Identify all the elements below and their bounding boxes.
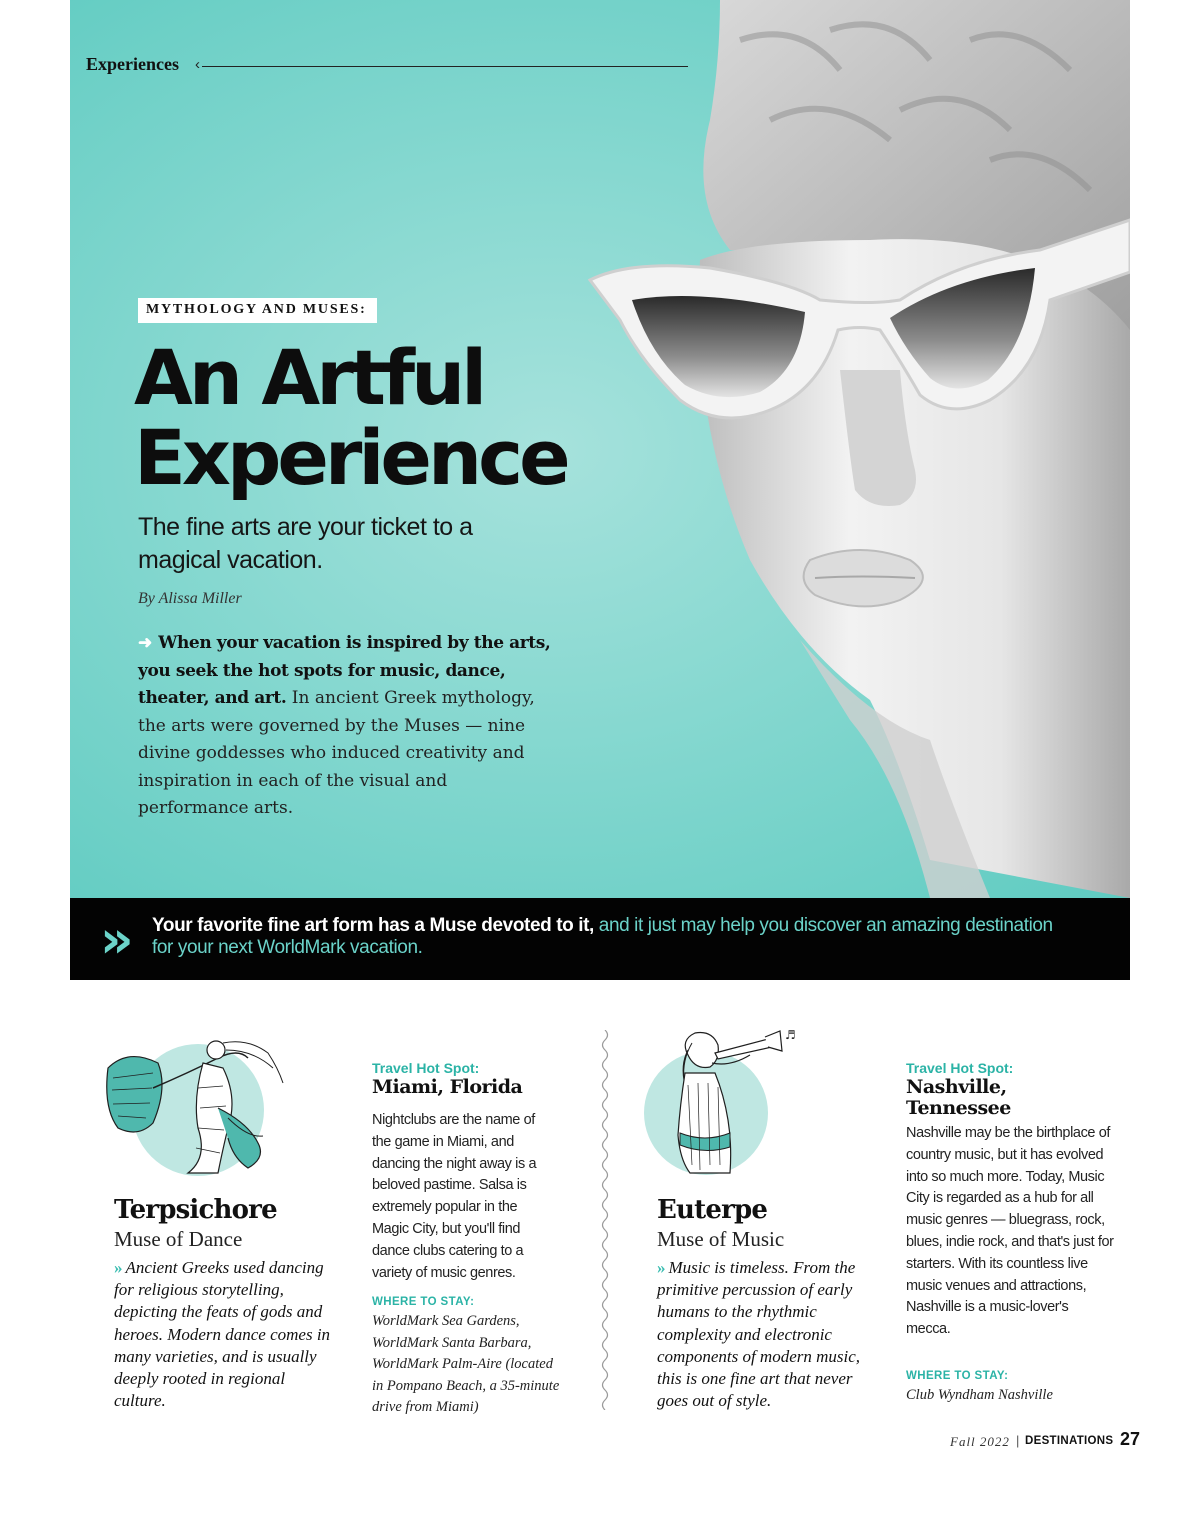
spot-body-nashville: Nashville may be the birthplace of country music, but it has evolved into so much more. Today, Music City is regarded as a hub for all music genres — bluegrass, rock, blues, indie rock, and that's just for starters. With its countless live music venues and attractions, Nashville is a music-lover's mecca. bbox=[906, 1125, 1114, 1338]
spot-city-nashville: Nashville, Tennessee bbox=[906, 1076, 1011, 1119]
banner-body: and it just may help you discover an amazing destination for your next WorldMark vacation. bbox=[152, 915, 1053, 958]
page-number: 27 bbox=[1120, 1429, 1141, 1449]
stay-body-miami: WorldMark Sea Gardens, WorldMark Santa Barbara, WorldMark Palm-Aire (located in Pompano Beach, a 35-minute drive from Miami) bbox=[372, 1313, 560, 1416]
double-chevron-icon: » bbox=[100, 910, 124, 970]
spot-label-miami: Travel Hot Spot: bbox=[372, 1060, 480, 1076]
muse-name-euterpe: Euterpe bbox=[657, 1195, 768, 1225]
title-line-1: An Artful bbox=[134, 333, 484, 422]
page-footer bbox=[950, 1429, 1150, 1452]
banner-text bbox=[152, 915, 1072, 959]
muse-desc-euterpe bbox=[657, 1257, 883, 1412]
arrow-left-icon: ‹ bbox=[195, 56, 200, 73]
double-chevron-small-icon: » bbox=[114, 1258, 123, 1277]
spot-city-miami: Miami, Florida bbox=[372, 1076, 523, 1098]
stay-label-nashville: WHERE TO STAY: bbox=[906, 1370, 1009, 1382]
terpsichore-illustration bbox=[98, 1028, 294, 1178]
spot-body-miami: Nightclubs are the name of the game in Miami, and dancing the night away is a beloved pastime. Salsa is extremely popular in the Magic City, but you'll find dance clubs catering to a variety of music genres. bbox=[372, 1112, 537, 1281]
arrow-right-icon: ➜ bbox=[138, 633, 153, 653]
spot-label-nashville: Travel Hot Spot: bbox=[906, 1060, 1014, 1076]
stay-label-miami: WHERE TO STAY: bbox=[372, 1296, 475, 1308]
callout-banner bbox=[70, 898, 1130, 980]
page-title bbox=[134, 333, 694, 502]
muse-desc-text: Music is timeless. From the primitive percussion of early humans to the rhythmic complexity and electronic components of modern music, this is one fine art that never goes out of style. bbox=[657, 1258, 861, 1411]
footer-separator: | bbox=[1016, 1433, 1020, 1448]
footer-season: Fall 2022 bbox=[950, 1434, 1010, 1449]
banner-lead: Your favorite fine art form has a Muse devoted to it, bbox=[152, 915, 594, 936]
title-line-2: Experience bbox=[134, 413, 567, 502]
muse-role-terpsichore: Muse of Dance bbox=[114, 1227, 243, 1251]
subtitle: The fine arts are your ticket to a magical vacation. bbox=[138, 513, 473, 574]
svg-text:♬: ♬ bbox=[785, 1028, 796, 1042]
muse-role-euterpe: Muse of Music bbox=[657, 1227, 785, 1251]
hero-section bbox=[70, 0, 1130, 898]
muse-desc-terpsichore bbox=[114, 1257, 340, 1412]
stay-body-nashville: Club Wyndham Nashville bbox=[906, 1387, 1053, 1403]
wavy-divider bbox=[598, 1030, 612, 1410]
section-label: Experiences bbox=[86, 54, 179, 74]
intro-lead: When your vacation is inspired by the arts, you seek the hot spots for music, dance, theater, and art. bbox=[138, 633, 551, 708]
kicker-label: MYTHOLOGY AND MUSES: bbox=[138, 298, 377, 323]
byline: By Alissa Miller bbox=[138, 590, 242, 607]
intro-paragraph bbox=[138, 630, 558, 823]
muse-desc-text: Ancient Greeks used dancing for religious storytelling, depicting the feats of gods and heroes. Modern dance comes in many varieties, and is usually deeply rooted in regional culture. bbox=[114, 1258, 331, 1411]
double-chevron-small-icon: » bbox=[657, 1258, 666, 1277]
euterpe-illustration bbox=[640, 1025, 810, 1180]
footer-magazine: DESTINATIONS bbox=[1025, 1435, 1114, 1447]
intro-body: In ancient Greek mythology, the arts were governed by the Muses — nine divine goddesses who induced creativity and inspiration in each of the visual and performance arts. bbox=[138, 688, 535, 818]
muse-name-terpsichore: Terpsichore bbox=[114, 1195, 277, 1225]
